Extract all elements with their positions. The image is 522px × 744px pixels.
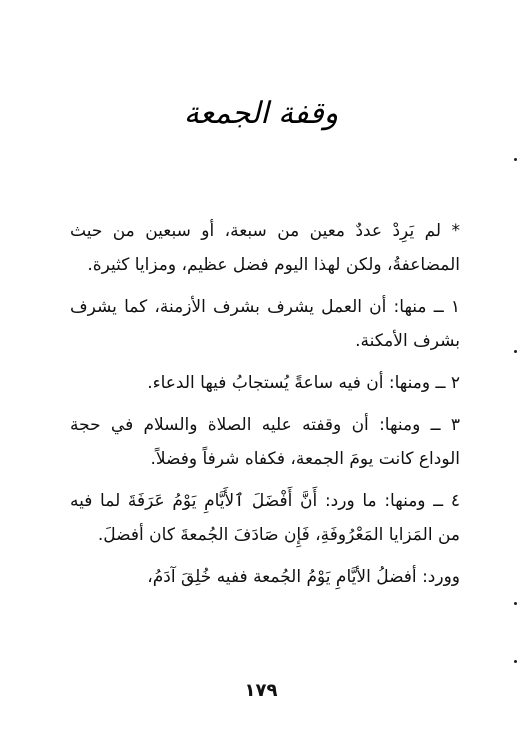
- margin-dot: [514, 602, 517, 605]
- page-heading: وقفة الجمعة: [183, 96, 339, 131]
- paragraph-intro: * لم يَرِدْ عددٌ معين من سبعة، أو سبعين من حيث المضاعفةُ، ولكن لهذا اليوم فضل عظيم، ومزايا كثيرة.: [70, 221, 460, 275]
- paragraph-2: ٢ ــ ومنها: أن فيه ساعةً يُستجابُ فيها الدعاء.: [147, 373, 460, 393]
- margin-dot: [514, 350, 517, 353]
- paragraph-4: ٤ ــ ومنها: ما ورد: أَنَّ أَفْضَلَ ٱلأَيَّامِ يَوْمُ عَرَفَةَ لما فيه من المَزايا المَعْرُوفَةِ، فَإِن صَادَفَ الجُمعةَ كان أفضلَ.: [70, 491, 460, 545]
- margin-dot: [514, 158, 517, 161]
- body-text: [70, 214, 460, 602]
- page-number: ١٧٩: [244, 680, 278, 701]
- paragraph-5: وورد: أفضلُ الأيَّامِ يَوْمُ الجُمعة ففيه خُلِقَ آدَمُ،: [147, 567, 460, 587]
- paragraph-1: ١ ــ منها: أن العمل يشرف بشرف الأزمنة، كما يشرف بشرف الأمكنة.: [70, 297, 460, 351]
- margin-dot: [514, 660, 517, 663]
- paragraph-3: ٣ ــ ومنها: أن وقفته عليه الصلاة والسلام في حجة الوداع كانت يومَ الجمعة، فكفاه شرفاً وفضلاً.: [70, 415, 460, 469]
